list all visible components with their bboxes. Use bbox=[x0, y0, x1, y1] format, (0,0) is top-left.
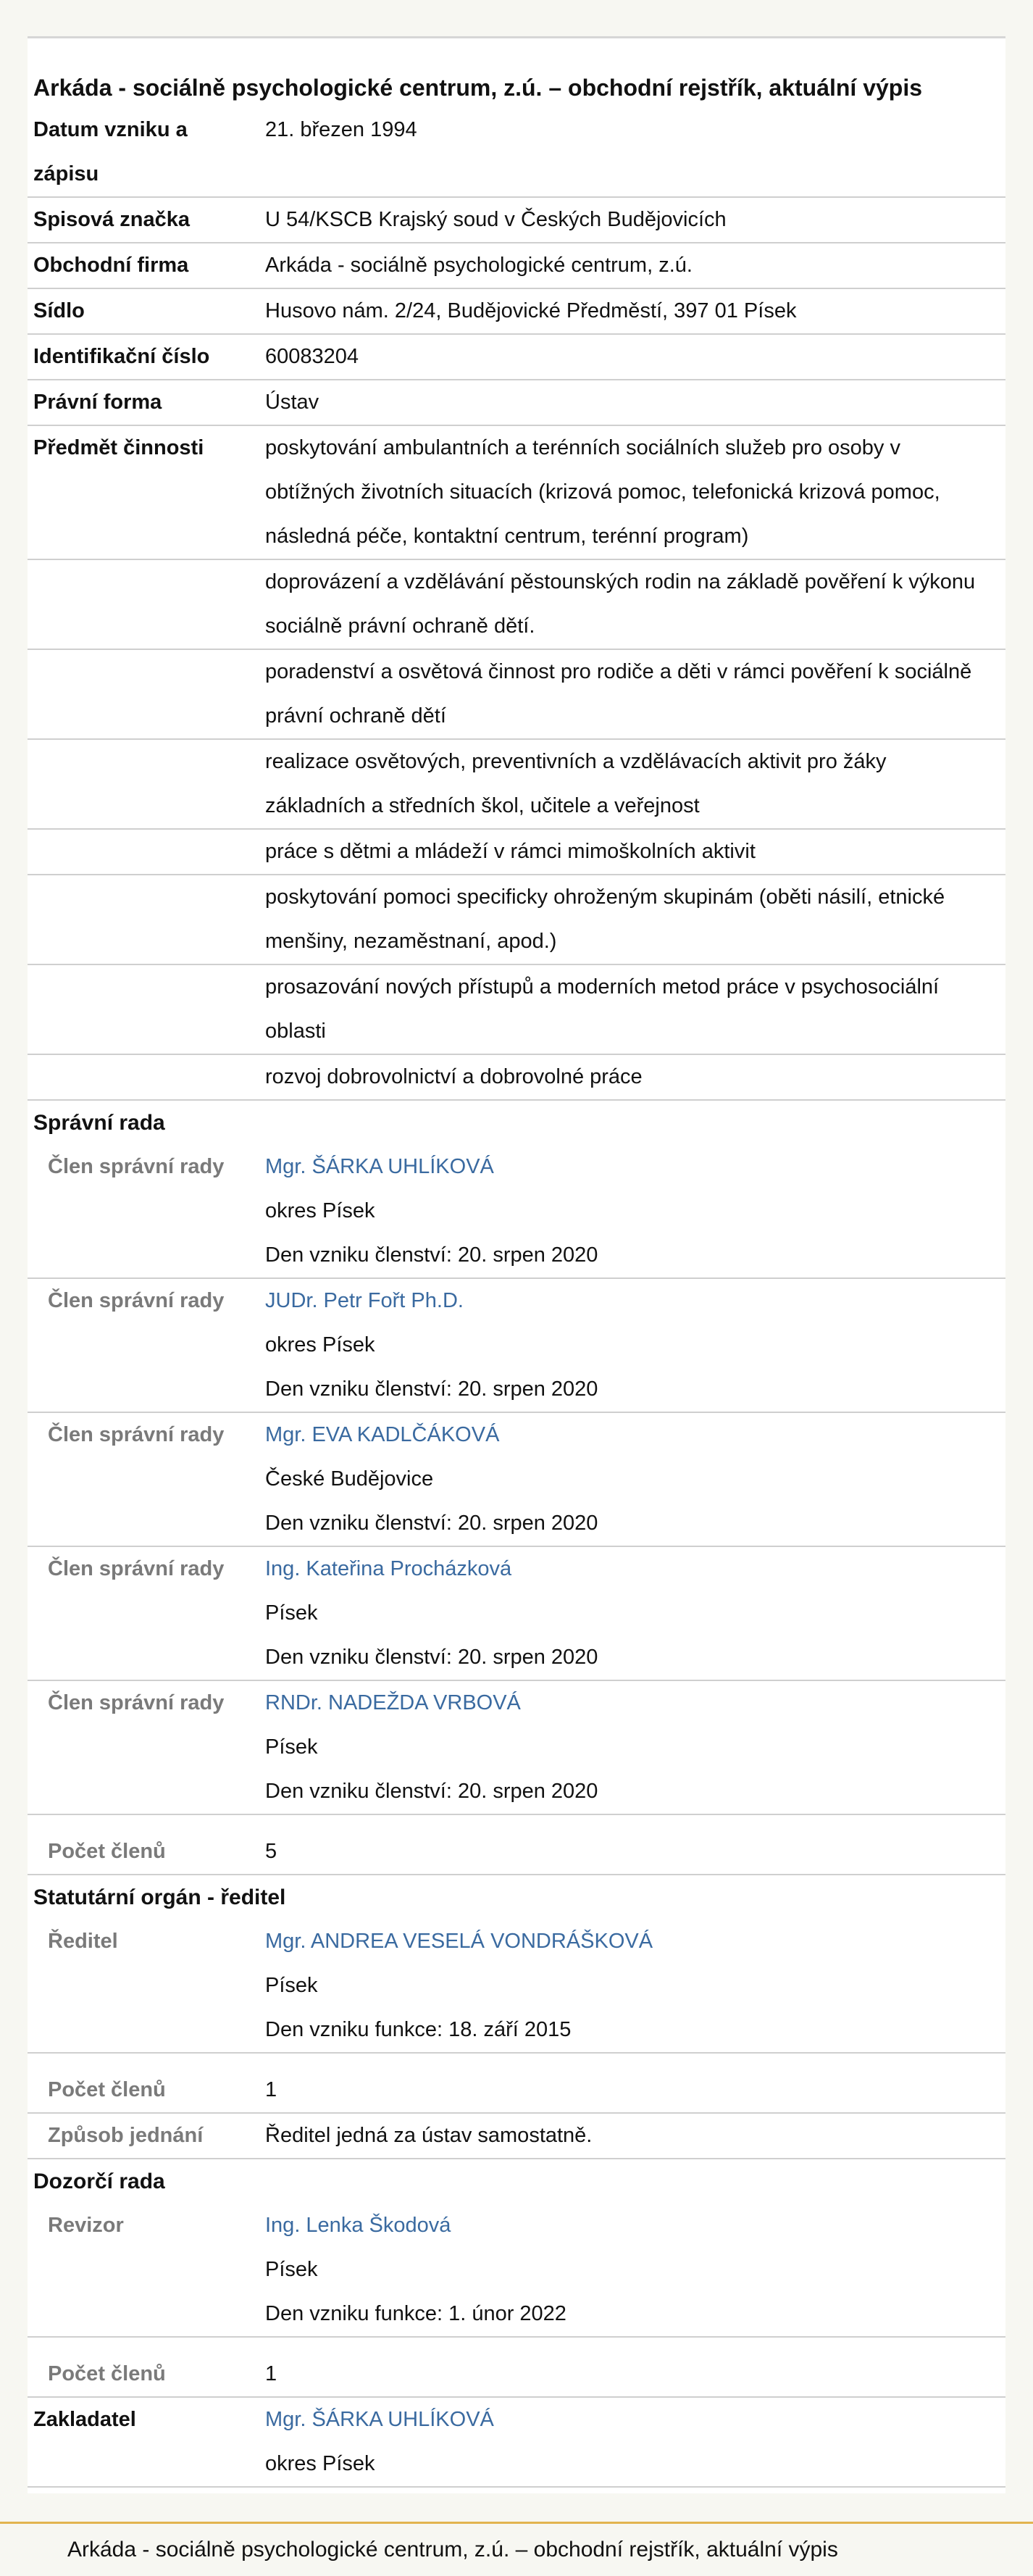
row-activity bbox=[28, 740, 1005, 830]
row-sidlo bbox=[28, 289, 1005, 335]
row-zakladatel bbox=[28, 2398, 1005, 2488]
member-row bbox=[28, 1145, 1005, 1279]
member-count-label: Počet členů bbox=[48, 2362, 166, 2385]
activity-item: poradenství a osvětová činnost pro rodiče a děti v rámci pověření k sociálně právní ochraně dětí bbox=[265, 660, 972, 728]
member-place: Písek bbox=[265, 1974, 318, 1997]
row-pravni-forma bbox=[28, 380, 1005, 426]
member-since: Den vzniku členství: 20. srpen 2020 bbox=[265, 1243, 598, 1267]
field-value: Ústav bbox=[265, 391, 319, 414]
member-count-row bbox=[28, 2352, 1005, 2398]
footer-text: Arkáda - sociálně psychologické centrum, z.ú. – obchodní rejstřík, aktuální výpis bbox=[67, 2538, 838, 2562]
activity-item: doprovázení a vzdělávání pěstounských rodin na základě pověření k výkonu sociálně právní ochraně dětí. bbox=[265, 570, 976, 638]
member-count-value: 5 bbox=[265, 1840, 277, 1863]
field-label: Datum vzniku a zápisu bbox=[33, 118, 188, 186]
member-since: Den vzniku členství: 20. srpen 2020 bbox=[265, 1646, 598, 1669]
member-place: Písek bbox=[265, 1735, 318, 1759]
zpusob-jednani-value: Ředitel jedná za ústav samostatně. bbox=[265, 2124, 593, 2147]
row-activity bbox=[28, 875, 1005, 965]
footer bbox=[0, 2522, 1033, 2576]
field-value: Arkáda - sociálně psychologické centrum, z.ú. bbox=[265, 254, 693, 277]
member-row bbox=[28, 1547, 1005, 1681]
member-place: Písek bbox=[265, 2258, 318, 2281]
member-role: Člen správní rady bbox=[48, 1423, 225, 1446]
member-row bbox=[28, 1413, 1005, 1547]
zakladatel-place: okres Písek bbox=[265, 2452, 375, 2475]
member-place: České Budějovice bbox=[265, 1467, 434, 1491]
member-role: Revizor bbox=[48, 2214, 124, 2237]
activity-item: práce s dětmi a mládeží v rámci mimoškolních aktivit bbox=[265, 840, 756, 863]
field-label: Předmět činnosti bbox=[33, 436, 204, 459]
member-count-row bbox=[28, 1830, 1005, 1875]
section-heading-spravni-rada: Správní rada bbox=[33, 1111, 165, 1135]
row-obchodni-firma bbox=[28, 243, 1005, 289]
row-activity bbox=[28, 560, 1005, 650]
member-since: Den vzniku funkce: 1. únor 2022 bbox=[265, 2302, 566, 2325]
member-place: okres Písek bbox=[265, 1199, 375, 1222]
row-activity bbox=[28, 830, 1005, 875]
member-name-link[interactable]: JUDr. Petr Fořt Ph.D. bbox=[265, 1289, 464, 1312]
row-ico bbox=[28, 335, 1005, 380]
member-since: Den vzniku členství: 20. srpen 2020 bbox=[265, 1377, 598, 1401]
field-label: Sídlo bbox=[33, 299, 85, 322]
zpusob-jednani-row bbox=[28, 2114, 1005, 2159]
field-label: Zakladatel bbox=[33, 2408, 136, 2431]
member-role: Člen správní rady bbox=[48, 1289, 225, 1312]
member-role: Člen správní rady bbox=[48, 1691, 225, 1714]
activity-item: realizace osvětových, preventivních a vzdělávacích aktivit pro žáky základních a středních škol, učitele a veřejnost bbox=[265, 750, 887, 817]
page-title: Arkáda - sociálně psychologické centrum, z.ú. – obchodní rejstřík, aktuální výpis bbox=[33, 75, 923, 101]
member-count-row bbox=[28, 2068, 1005, 2114]
member-name-link[interactable]: Ing. Lenka Škodová bbox=[265, 2214, 451, 2237]
member-row bbox=[28, 2204, 1005, 2338]
member-role: Člen správní rady bbox=[48, 1155, 225, 1178]
member-count-value: 1 bbox=[265, 2078, 277, 2101]
row-activity bbox=[28, 965, 1005, 1055]
section-heading-statutarni-organ: Statutární orgán - ředitel bbox=[33, 1885, 286, 1909]
field-label: Identifikační číslo bbox=[33, 345, 210, 368]
field-value: Husovo nám. 2/24, Budějovické Předměstí, 397 01 Písek bbox=[265, 299, 797, 322]
field-value: 21. březen 1994 bbox=[265, 118, 417, 141]
field-label: Obchodní firma bbox=[33, 254, 189, 277]
member-since: Den vzniku členství: 20. srpen 2020 bbox=[265, 1512, 598, 1535]
field-label: Právní forma bbox=[33, 391, 162, 414]
member-role: Člen správní rady bbox=[48, 1557, 225, 1580]
member-since: Den vzniku funkce: 18. září 2015 bbox=[265, 2018, 572, 2041]
member-role: Ředitel bbox=[48, 1930, 118, 1953]
zakladatel-name-link[interactable]: Mgr. ŠÁRKA UHLÍKOVÁ bbox=[265, 2408, 494, 2431]
row-spisova-znacka bbox=[28, 198, 1005, 243]
member-name-link[interactable]: RNDr. NADEŽDA VRBOVÁ bbox=[265, 1691, 521, 1714]
member-count-label: Počet členů bbox=[48, 2078, 166, 2101]
member-row bbox=[28, 1279, 1005, 1413]
row-activity bbox=[28, 650, 1005, 740]
field-value: U 54/KSCB Krajský soud v Českých Budějovicích bbox=[265, 208, 727, 231]
member-name-link[interactable]: Ing. Kateřina Procházková bbox=[265, 1557, 512, 1580]
row-datum-vzniku bbox=[28, 108, 1005, 198]
field-label: Spisová značka bbox=[33, 208, 190, 231]
member-count-value: 1 bbox=[265, 2362, 277, 2385]
member-place: okres Písek bbox=[265, 1333, 375, 1356]
member-name-link[interactable]: Mgr. EVA KADLČÁKOVÁ bbox=[265, 1423, 500, 1446]
activity-item: prosazování nových přístupů a moderních metod práce v psychosociální oblasti bbox=[265, 975, 940, 1043]
activity-item: poskytování ambulantních a terénních sociálních služeb pro osoby v obtížných životních situacích (krizová pomoc, telefonická krizová pomoc, následná péče, kontaktní centrum, terénní program) bbox=[265, 436, 940, 548]
member-row bbox=[28, 1681, 1005, 1815]
member-name-link[interactable]: Mgr. ŠÁRKA UHLÍKOVÁ bbox=[265, 1155, 494, 1178]
member-name-link[interactable]: Mgr. ANDREA VESELÁ VONDRÁŠKOVÁ bbox=[265, 1930, 653, 1953]
row-predmet-cinnosti bbox=[28, 426, 1005, 560]
section-heading-dozorci-rada: Dozorčí rada bbox=[33, 2169, 165, 2193]
activity-item: poskytování pomoci specificky ohroženým skupinám (oběti násilí, etnické menšiny, nezaměstnaní, apod.) bbox=[265, 885, 945, 953]
row-activity bbox=[28, 1055, 1005, 1101]
member-count-label: Počet členů bbox=[48, 1840, 166, 1863]
member-row bbox=[28, 1920, 1005, 2054]
register-extract bbox=[28, 36, 1005, 2493]
member-place: Písek bbox=[265, 1601, 318, 1625]
zpusob-jednani-label: Způsob jednání bbox=[48, 2124, 204, 2147]
activity-item: rozvoj dobrovolnictví a dobrovolné práce bbox=[265, 1065, 643, 1088]
member-since: Den vzniku členství: 20. srpen 2020 bbox=[265, 1780, 598, 1803]
field-value: 60083204 bbox=[265, 345, 359, 368]
